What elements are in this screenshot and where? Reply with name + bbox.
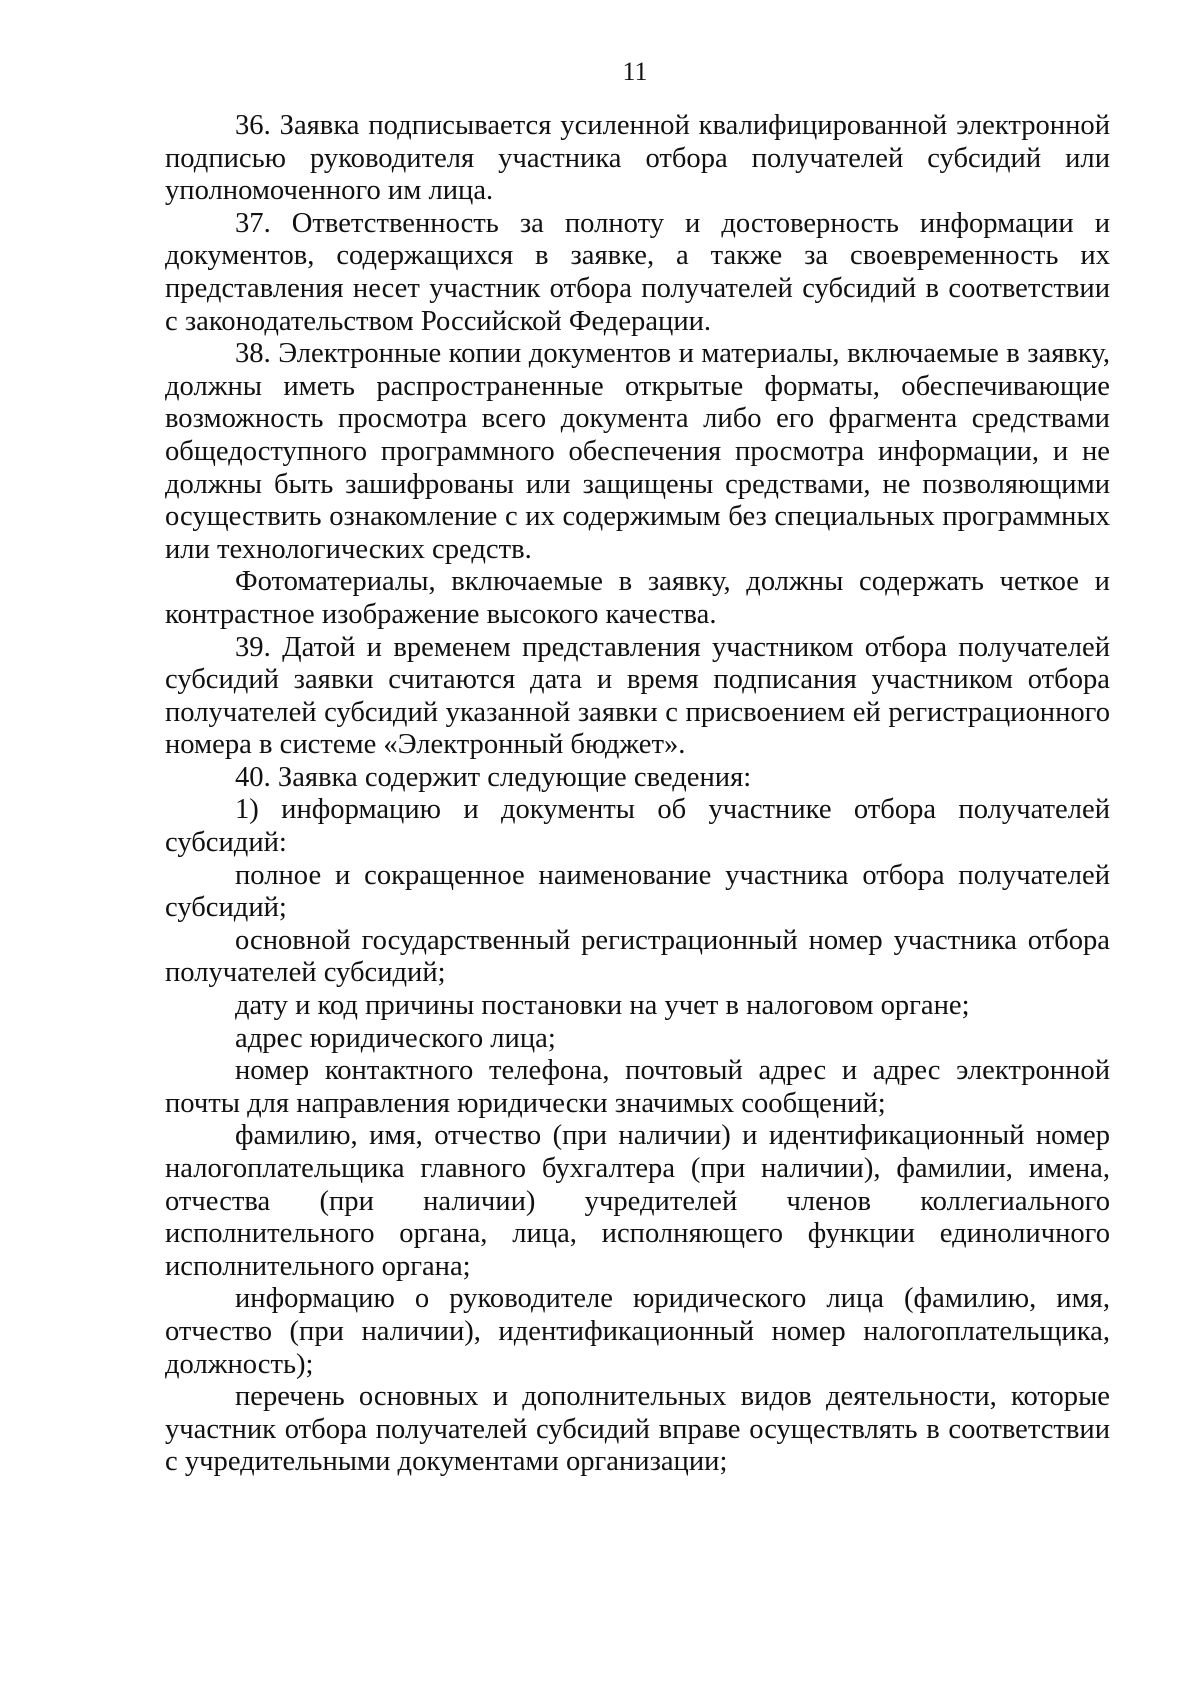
list-item-tax-registration: дату и код причины постановки на учет в налоговом органе; — [235, 990, 970, 1022]
paragraph-39: 39. Датой и временем представления участником отбора получателей субсидий заявки считаются дата и время подписания участником отбора получателей субсидий указанной заявки с присвоением ей регистрационного номера в системе «Электронный бюджет». — [165, 631, 1110, 761]
list-item-head-info: информацию о руководителе юридического лица (фамилию, имя, отчество (при наличии), идентификационный номер налогоплательщика, должность); — [165, 1283, 1110, 1380]
paragraph-38: 38. Электронные копии документов и материалы, включаемые в заявку, должны иметь распространенные открытые форматы, обеспечивающие возможность просмотра всего документа либо его фрагмента средствами общедоступного программного обеспечения просмотра информации, и не должны быть зашифрованы или защищены средствами, не позволяющими осуществить ознакомление с их содержимым без специальных программных или технологических средств. — [165, 338, 1110, 565]
document-body — [165, 110, 1110, 1479]
list-item-accountant-founders: фамилию, имя, отчество (при наличии) и идентификационный номер налогоплательщика главного бухгалтера (при наличии), фамилии, имена, отчества (при наличии) учредителей членов коллегиального исполнительного органа, лица, исполняющего функции единоличного исполнительного органа; — [165, 1120, 1110, 1282]
page-number: 11 — [622, 57, 648, 86]
list-item-ogrn: основной государственный регистрационный номер участника отбора получателей субсидий; — [165, 924, 1110, 989]
paragraph-40: 40. Заявка содержит следующие сведения: — [235, 761, 752, 793]
list-item-contacts: номер контактного телефона, почтовый адрес и адрес электронной почты для направления юридически значимых сообщений; — [165, 1055, 1110, 1119]
paragraph-37: 37. Ответственность за полноту и достоверность информации и документов, содержащихся в заявке, а также за своевременность их представления несет участник отбора получателей субсидий в соответствии с законодательством Российской Федерации. — [165, 207, 1110, 337]
list-item-activities: перечень основных и дополнительных видов деятельности, которые участник отбора получателей субсидий вправе осуществлять в соответствии с учредительными документами организации; — [165, 1381, 1110, 1478]
list-item-1: 1) информацию и документы об участнике отбора получателей субсидий: — [165, 794, 1110, 859]
paragraph-photo-materials: Фотоматериалы, включаемые в заявку, должны содержать четкое и контрастное изображение высокого качества. — [165, 566, 1110, 630]
paragraph-36: 36. Заявка подписывается усиленной квалифицированной электронной подписью руководителя участника отбора получателей субсидий или уполномоченного им лица. — [165, 110, 1110, 207]
list-item-full-name: полное и сокращенное наименование участника отбора получателей субсидий; — [165, 859, 1110, 924]
list-item-legal-address: адрес юридического лица; — [235, 1022, 556, 1054]
